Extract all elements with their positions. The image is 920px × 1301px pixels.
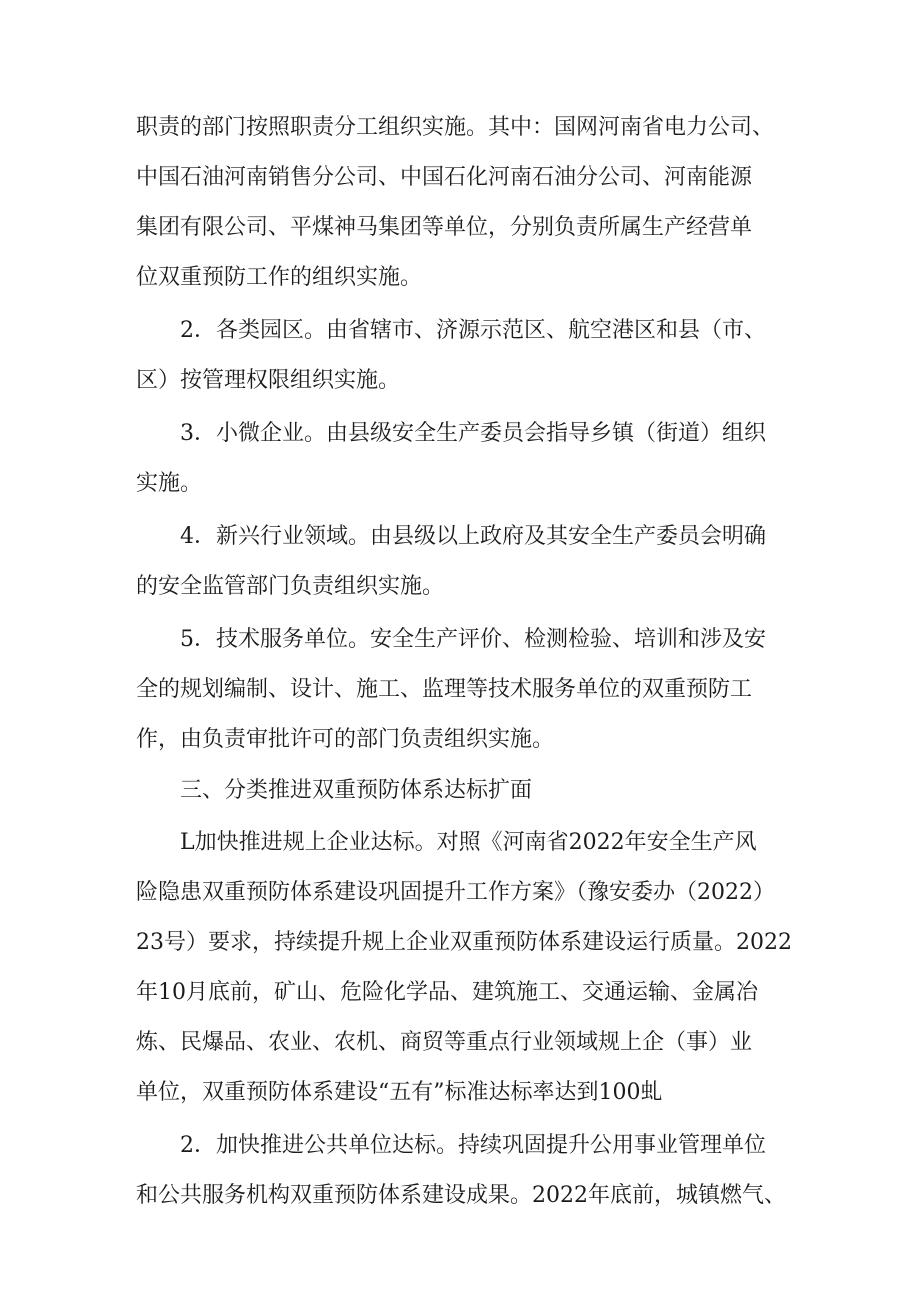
text-line: 作，由负责审批许可的部门负责组织实施。 <box>136 727 555 752</box>
text-line: 区）按管理权限组织实施。 <box>136 368 401 393</box>
text-line: 位双重预防工作的组织实施。 <box>136 265 423 290</box>
text-line: 实施。 <box>136 471 203 496</box>
text-line: 4．新兴行业领域。由县级以上政府及其安全生产委员会明确 <box>180 524 766 549</box>
text-line: 集团有限公司、平煤神马集团等单位，分别负责所属生产经营单 <box>136 215 753 240</box>
text-line: 2．加快推进公共单位达标。持续巩固提升公用事业管理单位 <box>180 1133 766 1158</box>
text-line: 炼、民爆品、农业、农机、商贸等重点行业领域规上企（事）业 <box>136 1030 753 1055</box>
text-line: 险隐患双重预防体系建设巩固提升工作方案》（豫安委办（2022） <box>136 880 775 905</box>
text-line: 的安全监管部门负责组织实施。 <box>136 574 445 599</box>
text-line: 单位，双重预防体系建设“五有”标准达标率达到100虬 <box>136 1080 663 1105</box>
text-line: L加快推进规上企业达标。对照《河南省2022年安全生产风 <box>180 830 757 855</box>
text-line: 23号）要求，持续提升规上企业双重预防体系建设运行质量。2022 <box>136 930 792 955</box>
text-line: 职责的部门按照职责分工组织实施。其中：国网河南省电力公司、 <box>136 115 775 140</box>
section-heading: 三、分类推进双重预防体系达标扩面 <box>180 778 533 803</box>
text-line: 中国石油河南销售分公司、中国石化河南石油分公司、河南能源 <box>136 165 753 190</box>
text-line: 5．技术服务单位。安全生产评价、检测检验、培训和涉及安 <box>180 627 766 652</box>
text-line: 全的规划编制、设计、施工、监理等技术服务单位的双重预防工 <box>136 677 753 702</box>
text-line: 和公共服务机构双重预防体系建设成果。2022年底前，城镇燃气、 <box>136 1183 786 1208</box>
text-line: 2．各类园区。由省辖市、济源示范区、航空港区和县（市、 <box>180 318 766 343</box>
text-line: 年10月底前，矿山、危险化学品、建筑施工、交通运输、金属冶 <box>136 980 758 1005</box>
text-line: 3．小微企业。由县级安全生产委员会指导乡镇（街道）组织 <box>180 421 766 446</box>
